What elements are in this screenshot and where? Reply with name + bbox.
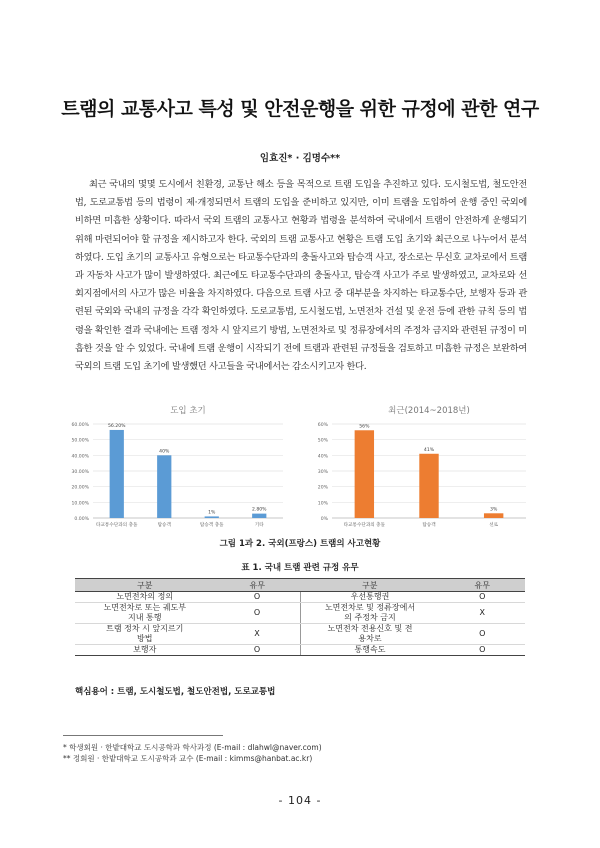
y-tick-label: 0%	[320, 517, 328, 522]
y-tick-label: 10.00%	[71, 501, 89, 507]
bar	[110, 430, 124, 518]
bar	[205, 516, 219, 518]
y-tick-label: 60.00%	[71, 423, 89, 428]
table-cell: O	[215, 645, 301, 656]
y-tick-label: 20%	[317, 485, 328, 491]
x-tick-label: 탑승객 충돌	[199, 523, 224, 528]
table-cell: 노면전차 전용신호 및 전용차로	[300, 624, 440, 645]
header-category-1: 구분	[75, 579, 215, 592]
table-cell: 보행자	[75, 645, 215, 656]
x-tick-label: 탑승객	[422, 523, 436, 528]
footnote-divider	[63, 735, 223, 736]
keywords: 핵심용어 : 트램, 도시철도법, 철도안전법, 도로교통법	[75, 687, 276, 697]
table-cell: 우선통행권	[300, 592, 440, 603]
figure-caption: 그림 1과 2. 국외(프랑스) 트램의 사고현황	[219, 539, 381, 549]
table-cell: 노면전차로 또는 궤도부지내 통행	[75, 603, 215, 624]
footnote-2: ** 정회원 · 한밭대학교 도시공학과 교수 (E-mail : kimms@hanbat.ac.kr)	[63, 754, 313, 763]
table-caption: 표 1. 국내 트램 관련 규정 유무	[241, 563, 359, 573]
table-cell: 노면전차의 정의	[75, 592, 215, 603]
data-label: 56.20%	[107, 423, 126, 429]
table-row	[75, 645, 525, 656]
table-cell: O	[215, 592, 301, 603]
bar	[355, 430, 374, 518]
bar	[419, 454, 438, 518]
footnotes	[63, 742, 322, 764]
header-status-2: 유무	[440, 579, 526, 592]
table-row	[75, 592, 525, 603]
y-tick-label: 40.00%	[71, 454, 89, 460]
y-tick-label: 50.00%	[71, 438, 89, 444]
y-tick-label: 30%	[317, 470, 328, 475]
regulation-table	[75, 578, 525, 656]
data-label: 1%	[208, 510, 216, 516]
table-header-row	[75, 579, 525, 592]
table-cell: X	[215, 624, 301, 645]
chart-recent-svg	[296, 402, 532, 532]
chart-title: 도입 초기	[170, 406, 206, 416]
data-label: 2.80%	[251, 507, 267, 513]
x-tick-label: 탑승객	[157, 523, 171, 528]
chart-title: 최근(2014~2018년)	[388, 406, 470, 416]
x-tick-label: 타교통수단과의 충돌	[343, 523, 386, 528]
y-tick-label: 0.00%	[74, 517, 89, 522]
chart-early-svg	[57, 402, 289, 532]
table-cell: 노면전차로 및 정류장에서의 주정차 금지	[300, 603, 440, 624]
data-label: 3%	[490, 507, 498, 513]
paper-title: 트램의 교통사고 특성 및 안전운행을 위한 규정에 관한 연구	[61, 98, 539, 120]
x-tick-label: 타교통수단과의 충돌	[96, 523, 138, 528]
data-label: 56%	[359, 424, 370, 430]
chart-early	[57, 402, 289, 532]
table-cell: O	[440, 645, 526, 656]
table-cell: 트램 정차 시 앞지르기 방법	[75, 624, 215, 645]
data-label: 40%	[159, 449, 170, 455]
y-tick-label: 10%	[317, 501, 328, 507]
header-status-1: 유무	[215, 579, 301, 592]
bar	[252, 514, 266, 518]
y-tick-label: 40%	[317, 454, 328, 460]
table-cell: O	[440, 592, 526, 603]
y-tick-label: 20.00%	[71, 485, 89, 491]
data-label: 41%	[423, 447, 435, 453]
x-tick-label: 선로	[489, 523, 499, 528]
y-tick-label: 30.00%	[71, 470, 89, 475]
table-row	[75, 603, 525, 624]
paper-authors: 임효진* · 김명수**	[259, 153, 341, 164]
chart-recent	[296, 402, 532, 532]
abstract-text: 최근 국내의 몇몇 도시에서 친환경, 교통난 해소 등을 목적으로 트램 도입을 추진하고 있다. 도시철도법, 철도안전법, 도로교통법 등의 법령이 제·개정되면서 트램의 도입을 준비하고 있지만, 이미 트램을 도입하여 운행 중인 국외에 비하면 미흡한 상황이다. 따라서 국외 트램의 교통사고 현황과 법령을 분석하여 국내에서 트램이 안전하게 운행되기 위해 마련되어야 할 규정을 제시하고자 한다. 국외의 트램 교통사고 현황은 트램 도입 초기와 최근으로 나누어서 분석하였다. 도입 초기의 교통사고 유형으로는 타교통수단과의 충돌사고와 탑승객 사고, 장소로는 무신호 교차로에서 트램과 자동차 사고가 많이 발생하였다. 최근에도 타교통수단과의 충돌사고, 탑승객 사고가 주로 발생하였고, 교차로와 선회지점에서의 사고가 많은 비율을 차지하였다. 다음으로 트램 사고 중 대부분을 차지하는 타교통수단, 보행자 등과 관련된 국외와 국내의 규정을 각각 확인하였다. 도로교통법, 도시철도법, 노면전차 건설 및 운전 등에 관한 규칙 등의 법령을 확인한 결과 국내에는 트램 정차 시 앞지르기 방법, 노면전차로 및 정류장에서의 주정차 금지와 관련된 규정이 미흡한 것을 알 수 있었다. 국내에 트램 운행이 시작되기 전에 트램과 관련된 규정들을 검토하고 미흡한 규정은 보완하여 국외의 트램 도입 초기에 발생했던 사고들을 국내에서는 감소시키고자 한다.	[75, 179, 527, 373]
y-tick-label: 60%	[317, 423, 328, 428]
footnote-1: * 학생회원 · 한밭대학교 도시공학과 학사과정 (E-mail : dlahwl@naver.com)	[63, 743, 322, 752]
table-cell: X	[440, 603, 526, 624]
table-row	[75, 624, 525, 645]
bar	[157, 455, 171, 518]
y-tick-label: 50%	[317, 438, 328, 444]
table-cell: 통행속도	[300, 645, 440, 656]
header-category-2: 구분	[300, 579, 440, 592]
page-number: - 104 -	[278, 794, 322, 807]
table-cell: O	[215, 603, 301, 624]
x-tick-label: 기타	[254, 523, 264, 528]
bar	[484, 513, 503, 518]
table-cell: O	[440, 624, 526, 645]
